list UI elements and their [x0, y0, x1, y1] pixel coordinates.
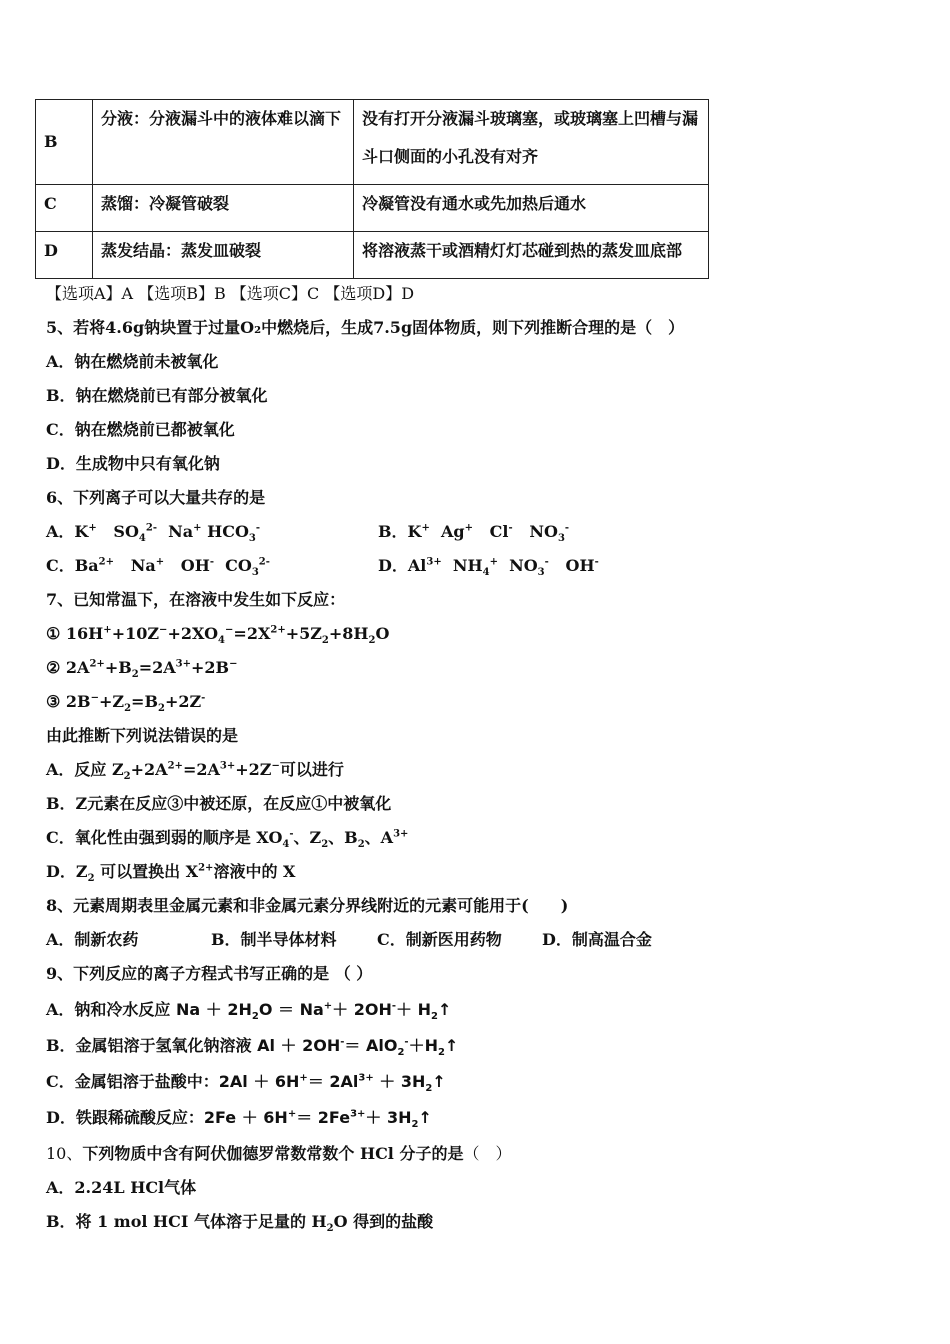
q5-option-c: C．钠在燃烧前已都被氧化 [46, 420, 235, 439]
row-cause: 冷凝管没有通水或先加热后通水 [354, 185, 709, 232]
row-key: B [36, 100, 93, 185]
q5-stem: 5、若将4.6g钠块置于过量O₂中燃烧后，生成7.5g固体物质，则下列推断合理的是（ ） [46, 318, 685, 337]
row-key: C [36, 185, 93, 232]
q9-option-d: D．铁跟稀硫酸反应：$2Fe + 6H^+= 2Fe^{3+}+$ $3H_2↑$ [46, 1108, 432, 1131]
table-row [36, 185, 709, 232]
q7-option-a: A．反应 $Z_2+2A^{2+}=2A^{3+}+2Z^-$可以进行 [46, 760, 344, 783]
q9-option-c: C．金属铝溶于盐酸中：$2Al + 6H^+= 2Al^{3+}$ ＋ $3H_2↑$ [46, 1072, 446, 1095]
row-cause: 没有打开分液漏斗玻璃塞，或玻璃塞上凹槽与漏斗口侧面的小孔没有对齐 [354, 100, 709, 185]
q6-options-cd: C．$Ba^{2+}$ Na+ OH- $CO_3^{2-}$ D．$Al^{3+}$ $NH_4^+$ $NO_3^-$ OH- [46, 556, 599, 579]
row-cause: 将溶液蒸干或酒精灯灯芯碰到热的蒸发皿底部 [354, 232, 709, 279]
q8-option-a: A．制新农药 [46, 930, 139, 949]
q7-stem: 7、已知常温下，在溶液中发生如下反应： [46, 590, 346, 609]
q10-option-a: A．2.24L HCl气体 [46, 1178, 197, 1197]
q7-option-b: B．Z元素在反应③中被还原，在反应①中被氧化 [46, 794, 392, 813]
q8-option-c: C．制新医用药物 [377, 930, 502, 949]
q7-reaction-3: ③ $2B^-+Z_2=B_2+2Z^-$ [46, 692, 206, 715]
q9-option-a: A．钠和冷水反应 $Na + 2H_2O = Na^++ 2OH^-+$ $H_2↑$ [46, 1000, 452, 1023]
q7-reaction-2: ② $2A^{2+}+B_2=2A^{3+}+2B^-$ [46, 658, 238, 681]
q7-option-d: D．$Z_2$ 可以置换出 $X^{2+}$溶液中的 X [46, 862, 296, 885]
q7-reaction-1: ① $16H^++10Z^-+2XO_4^-=2X^{2+}+5Z_2+8H_2O$ [46, 624, 390, 647]
q5-option-a: A．钠在燃烧前未被氧化 [46, 352, 219, 371]
table-row [36, 232, 709, 279]
q7-option-c: C．氧化性由强到弱的顺序是 $XO_4^-$、$Z_2$、$B_2$、$A^{3+}$ [46, 828, 409, 851]
q6-options-ab: A．K+ $SO_4^{2-}$ Na+ $HCO_3^-$ B．K+ Ag+ Cl- $NO_3^-$ [46, 522, 570, 545]
row-operation: 蒸发结晶：蒸发皿破裂 [93, 232, 354, 279]
q8-option-d: D．制高温合金 [542, 930, 652, 949]
row-operation: 分液：分液漏斗中的液体难以滴下 [93, 100, 354, 185]
q6-stem: 6、下列离子可以大量共存的是 [46, 488, 266, 507]
answer-line: 【选项A】A 【选项B】B 【选项C】C 【选项D】D [46, 284, 415, 303]
q9-option-b: B．金属铝溶于氢氧化钠溶液 $Al + 2OH^-= AlO_2^-+H_2↑$ [46, 1036, 459, 1059]
q10-option-b: B．将 1 mol HCI 气体溶于足量的 $H_2O$ 得到的盐酸 [46, 1212, 434, 1235]
q8-stem: 8、元素周期表里金属元素和非金属元素分界线附近的元素可能用于( ) [46, 896, 569, 915]
q7-lead: 由此推断下列说法错误的是 [46, 726, 239, 745]
options-table [35, 99, 709, 279]
q9-stem: 9、下列反应的离子方程式书写正确的是 （ ） [46, 964, 373, 983]
table-row [36, 100, 709, 185]
row-key: D [36, 232, 93, 279]
row-operation: 蒸馏：冷凝管破裂 [93, 185, 354, 232]
q10-stem: 10、下列物质中含有阿伏伽德罗常数常数个 HCl 分子的是（ ） [46, 1144, 512, 1163]
q8-option-b: B．制半导体材料 [211, 930, 337, 949]
q5-option-d: D．生成物中只有氧化钠 [46, 454, 220, 473]
q5-option-b: B．钠在燃烧前已有部分被氧化 [46, 386, 268, 405]
